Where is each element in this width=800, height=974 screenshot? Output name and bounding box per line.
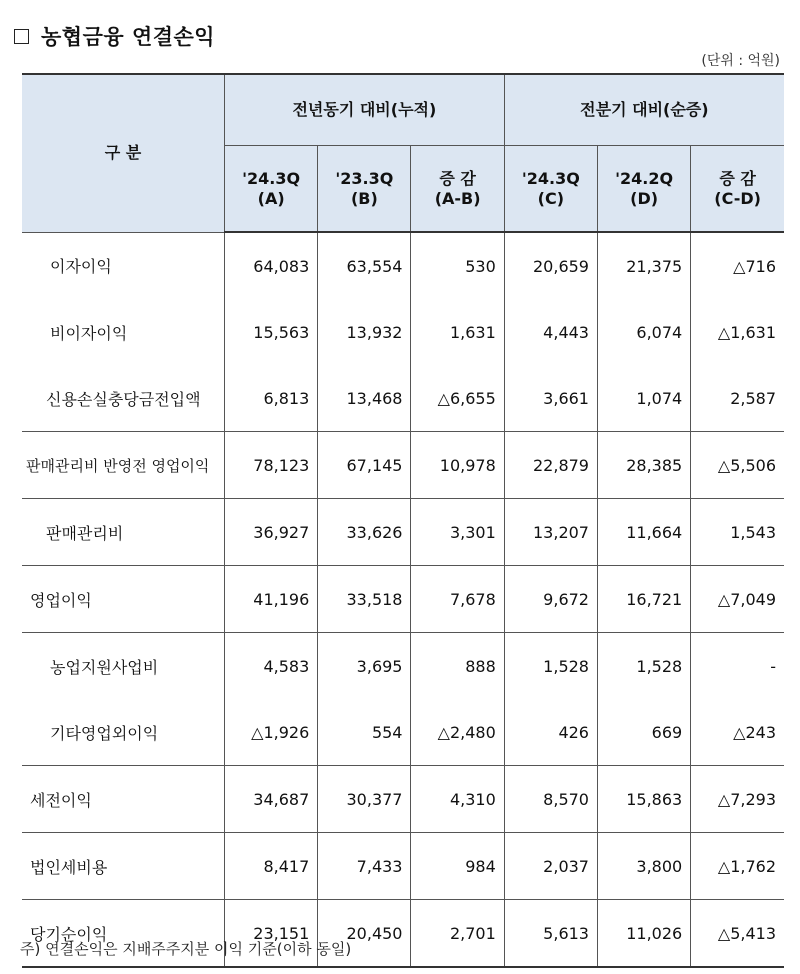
cell: 23,151 [225,900,318,968]
cell: 4,310 [411,766,504,833]
cell: △243 [691,699,784,766]
table-row [22,365,784,432]
table-row [22,766,784,833]
cell: 1,631 [411,299,504,365]
table-row [22,633,784,700]
row-label: 판매관리비 반영전 영업이익 [22,432,225,499]
cell: 3,695 [318,633,411,700]
table-row [22,699,784,766]
cell: 33,626 [318,499,411,566]
cell: 20,450 [318,900,411,968]
cell: △7,049 [691,566,784,633]
cell: 7,433 [318,833,411,900]
row-label: 신용손실충당금전입액 [22,365,225,432]
cell: 11,664 [597,499,690,566]
row-label: 법인세비용 [22,833,225,900]
table-row [22,432,784,499]
table-row [22,566,784,633]
cell: 15,863 [597,766,690,833]
cell: △1,631 [691,299,784,365]
col-header-d: '24.2Q (D) [597,146,690,233]
cell: 34,687 [225,766,318,833]
cell: 1,543 [691,499,784,566]
cell: - [691,633,784,700]
cell: 9,672 [504,566,597,633]
cell: 16,721 [597,566,690,633]
table-row [22,299,784,365]
cell: 20,659 [504,232,597,299]
cell: 1,528 [597,633,690,700]
group-header-cumulative: 전년동기 대비(누적) [225,74,505,146]
cell: 6,813 [225,365,318,432]
cell: 669 [597,699,690,766]
checkbox-square-icon [14,29,29,44]
cell: 78,123 [225,432,318,499]
row-label: 세전이익 [22,766,225,833]
cell: 11,026 [597,900,690,968]
cell: 28,385 [597,432,690,499]
page-title [14,20,215,52]
cell: 41,196 [225,566,318,633]
row-label: 농업지원사업비 [22,633,225,700]
cell: △2,480 [411,699,504,766]
cell: 30,377 [318,766,411,833]
unit-label: (단위 : 억원) [701,53,780,69]
cell: △1,926 [225,699,318,766]
cell: 63,554 [318,232,411,299]
cell: 426 [504,699,597,766]
cell: 4,443 [504,299,597,365]
cell: 2,587 [691,365,784,432]
table-row [22,499,784,566]
cell: 13,207 [504,499,597,566]
footnote: 주) 연결손익은 지배주주지분 이익 기준(이하 동일) [20,940,352,958]
income-table [22,73,784,968]
cell: 3,301 [411,499,504,566]
cell: 67,145 [318,432,411,499]
cell: 36,927 [225,499,318,566]
cell: △5,413 [691,900,784,968]
row-label: 이자이익 [22,232,225,299]
cell: 554 [318,699,411,766]
cell: △1,762 [691,833,784,900]
cell: 3,661 [504,365,597,432]
cell: 2,037 [504,833,597,900]
group-header-quarterly: 전분기 대비(순증) [504,74,784,146]
col-header-a: '24.3Q (A) [225,146,318,233]
cell: 21,375 [597,232,690,299]
row-label: 당기순이익 [22,900,225,968]
row-label: 기타영업외이익 [22,699,225,766]
cell: 8,570 [504,766,597,833]
cell: 1,074 [597,365,690,432]
cell: 7,678 [411,566,504,633]
cell: △5,506 [691,432,784,499]
col-header-a-b: 증 감 (A-B) [411,146,504,233]
cell: 33,518 [318,566,411,633]
cell: 13,468 [318,365,411,432]
col-header-b: '23.3Q (B) [318,146,411,233]
cell: △716 [691,232,784,299]
cell: 530 [411,232,504,299]
row-label: 영업이익 [22,566,225,633]
col-header-c-d: 증 감 (C-D) [691,146,784,233]
cell: 2,701 [411,900,504,968]
cell: 984 [411,833,504,900]
cell: 64,083 [225,232,318,299]
category-header: 구 분 [22,74,225,232]
col-header-c: '24.3Q (C) [504,146,597,233]
cell: 3,800 [597,833,690,900]
cell: 15,563 [225,299,318,365]
cell: 8,417 [225,833,318,900]
cell: 888 [411,633,504,700]
cell: 13,932 [318,299,411,365]
cell: 1,528 [504,633,597,700]
row-label: 비이자이익 [22,299,225,365]
cell: △7,293 [691,766,784,833]
cell: 10,978 [411,432,504,499]
table-row [22,232,784,299]
cell: △6,655 [411,365,504,432]
cell: 6,074 [597,299,690,365]
cell: 22,879 [504,432,597,499]
title-text: 농협금융 연결손익 [41,25,216,49]
cell: 5,613 [504,900,597,968]
cell: 4,583 [225,633,318,700]
row-label: 판매관리비 [22,499,225,566]
table-row [22,833,784,900]
